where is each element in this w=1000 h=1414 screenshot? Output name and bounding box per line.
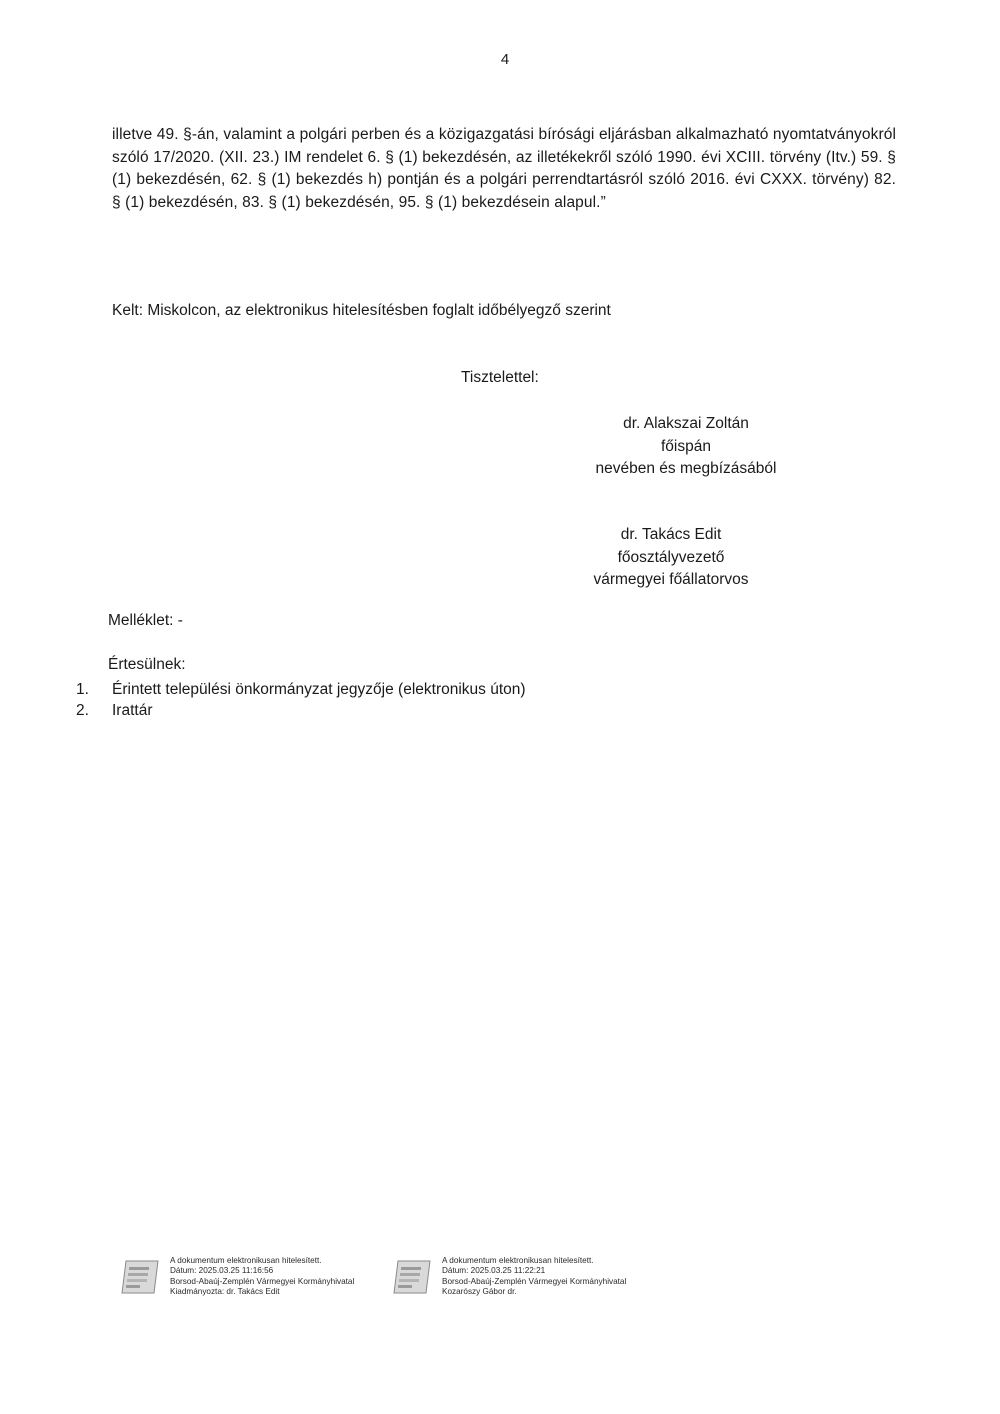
signature-name: dr. Takács Edit (620, 526, 722, 543)
list-item-text: Irattár (112, 702, 153, 719)
list-item (72, 700, 526, 721)
signature-title: főispán (661, 437, 711, 455)
stamp-line: Borsod-Abaúj-Zemplén Vármegyei Kormányhivatal (442, 1276, 627, 1286)
e-signature-icon (120, 1259, 160, 1295)
signature-title: főosztályvezető (617, 548, 725, 566)
body-paragraph: illetve 49. §-án, valamint a polgári perben és a közigazgatási bírósági eljárásban alkalmazható nyomtatványokról szóló 17/2020. (XII. 23.) IM rendelet 6. § (1) bekezdésén, az illetékekről szóló 1990. évi XCIII. törvény (Itv.) 59. § (1) bekezdésén, 62. § (1) bekezdés h) pontján és a polgári perrendtartásról szóló 2016. évi CXXX. törvény) 82. § (1) bekezdésén, 83. § (1) bekezdésén, 95. § (1) bekezdésein alapul.” (112, 126, 896, 211)
date-line: Kelt: Miskolcon, az elektronikus hitelesítésben foglalt időbélyegző szerint (112, 302, 611, 319)
signature-block-2 (557, 524, 785, 592)
e-signature-stamp-1 (120, 1256, 354, 1298)
e-signature-icon (392, 1259, 432, 1295)
e-signature-stamp-2 (392, 1256, 626, 1298)
list-item-number: 2. (76, 702, 89, 719)
stamp-line: Kozarószy Gábor dr. (442, 1287, 517, 1297)
list-item-text: Érintett települési önkormányzat jegyzője (elektronikus úton) (112, 681, 526, 698)
notify-list (72, 679, 526, 721)
stamp-line: Dátum: 2025.03.25 11:22:21 (442, 1266, 546, 1276)
stamp-line: A dokumentum elektronikusan hitelesített. (442, 1256, 594, 1265)
stamp-line: A dokumentum elektronikusan hitelesített. (170, 1256, 322, 1265)
list-item (72, 679, 526, 700)
signature-name: dr. Alakszai Zoltán (623, 415, 749, 432)
greeting: Tisztelettel: (461, 369, 539, 386)
stamp-line: Borsod-Abaúj-Zemplén Vármegyei Kormányhivatal (170, 1276, 355, 1286)
list-item-number: 1. (76, 681, 89, 698)
notify-heading: Értesülnek: (108, 656, 186, 673)
signature-block-1 (572, 413, 800, 481)
signature-note: nevében és megbízásából (595, 460, 777, 477)
page-number: 4 (500, 51, 510, 68)
attachment-line: Melléklet: - (108, 612, 183, 629)
signature-note: vármegyei főállatorvos (593, 571, 749, 588)
stamp-line: Dátum: 2025.03.25 11:16:56 (170, 1266, 274, 1276)
stamp-line: Kiadmányozta: dr. Takács Edit (170, 1287, 280, 1297)
